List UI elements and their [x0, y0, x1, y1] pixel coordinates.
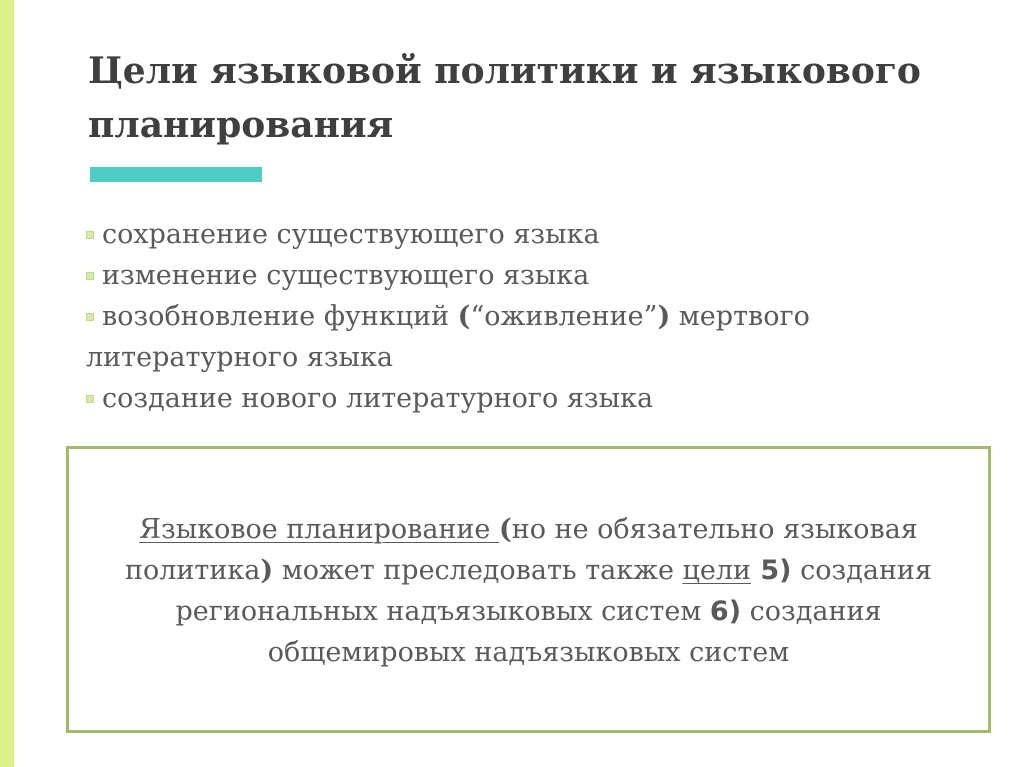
note-box: [66, 446, 991, 733]
close-paren: ): [260, 555, 274, 586]
list-item-text: изменение существующего языка: [102, 260, 590, 291]
list-item: [86, 255, 986, 296]
list-item-text-tail: мертвого литературного языка: [86, 301, 810, 373]
title-underline-accent: [90, 167, 262, 182]
quoted-term: “оживление”: [470, 301, 658, 332]
note-text-part: но не обязательно языковая политика: [125, 514, 918, 586]
open-paren: (: [457, 301, 471, 332]
goals-list: [86, 214, 986, 419]
left-accent-bar: [0, 0, 14, 767]
note-text-part: создания региональных надъязыковых систем: [175, 555, 932, 627]
slide-title-line-1: Цели языковой политики и языкового: [88, 50, 921, 92]
language-planning-link[interactable]: Языковое планирование: [139, 514, 499, 545]
note-text-part: создания общемировых надъязыковых систем: [267, 596, 882, 668]
list-item-text: возобновление функций: [102, 301, 458, 332]
list-item: [86, 214, 986, 255]
note-text-part: может преследовать также: [273, 555, 683, 586]
item-number-6: 6): [709, 596, 742, 627]
square-bullet-icon: [86, 395, 94, 403]
square-bullet-icon: [86, 272, 94, 280]
square-bullet-icon: [86, 231, 94, 239]
list-item-text: создание нового литературного языка: [102, 383, 654, 414]
slide-title: [88, 44, 948, 152]
item-number-5: 5): [751, 555, 792, 586]
note-text: [99, 509, 958, 673]
goals-link[interactable]: цели: [682, 555, 751, 586]
close-paren: ): [657, 301, 671, 332]
open-paren: (: [498, 514, 512, 545]
slide-title-line-2: планирования: [88, 104, 394, 146]
list-item: [86, 378, 986, 419]
list-item: [86, 296, 986, 378]
list-item-text: сохранение существующего языка: [102, 219, 600, 250]
square-bullet-icon: [86, 313, 94, 321]
